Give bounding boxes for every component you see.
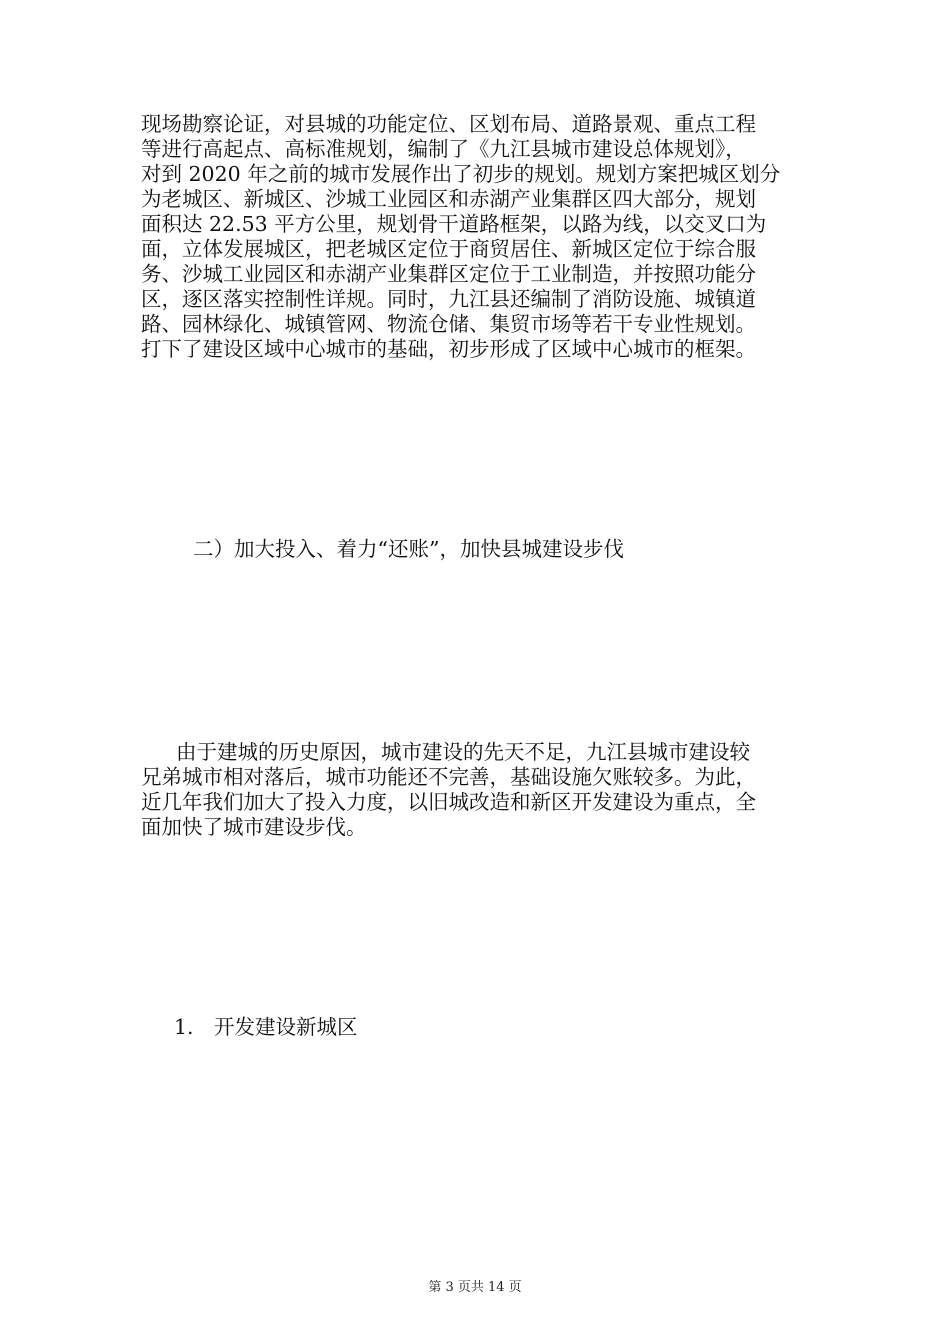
paragraph1-line: 等进行高起点、高标准规划，编制了《九江县城市建设总体规划》， bbox=[141, 137, 746, 161]
paragraph2-line: 由于建城的历史原因，城市建设的先天不足，九江县城市建设较 bbox=[176, 740, 750, 764]
paragraph2-line: 近几年我们加大了投入力度，以旧城改造和新区开发建设为重点，全 bbox=[141, 790, 756, 814]
sub-heading-title: 开发建设新城区 bbox=[214, 1015, 358, 1039]
paragraph2-line: 面加快了城市建设步伐。 bbox=[141, 815, 367, 839]
paragraph1-line: 面，立体发展城区，把老城区定位于商贸居住、新城区定位于综合服 bbox=[141, 237, 756, 261]
sub-heading-number: 1. bbox=[174, 1015, 194, 1039]
paragraph1-line: 路、园林绿化、城镇管网、物流仓储、集贸市场等若干专业性规划。 bbox=[141, 312, 756, 336]
paragraph1-line: 现场勘察论证，对县城的功能定位、区划布局、道路景观、重点工程 bbox=[141, 112, 756, 136]
page-footer: 第 3 页共 14 页 bbox=[428, 1280, 522, 1295]
paragraph1-line: 打下了建设区域中心城市的基础，初步形成了区域中心城市的框架。 bbox=[141, 337, 756, 361]
paragraph1-line: 务、沙城工业园区和赤湖产业集群区定位于工业制造，并按照功能分 bbox=[141, 262, 756, 286]
paragraph1-line: 对到 2020 年之前的城市发展作出了初步的规划。规划方案把城区划分 bbox=[141, 162, 781, 186]
paragraph1-line: 面积达 22.53 平方公里，规划骨干道路框架，以路为线，以交叉口为 bbox=[141, 212, 767, 236]
paragraph2-line: 兄弟城市相对落后，城市功能还不完善，基础设施欠账较多。为此， bbox=[141, 765, 756, 789]
paragraph1-line: 区，逐区落实控制性详规。同时，九江县还编制了消防设施、城镇道 bbox=[141, 287, 756, 311]
paragraph1-line: 为老城区、新城区、沙城工业园区和赤湖产业集群区四大部分，规划 bbox=[141, 187, 756, 211]
section-heading: 二）加大投入、着力“还账”，加快县城建设步伐 bbox=[193, 537, 624, 561]
